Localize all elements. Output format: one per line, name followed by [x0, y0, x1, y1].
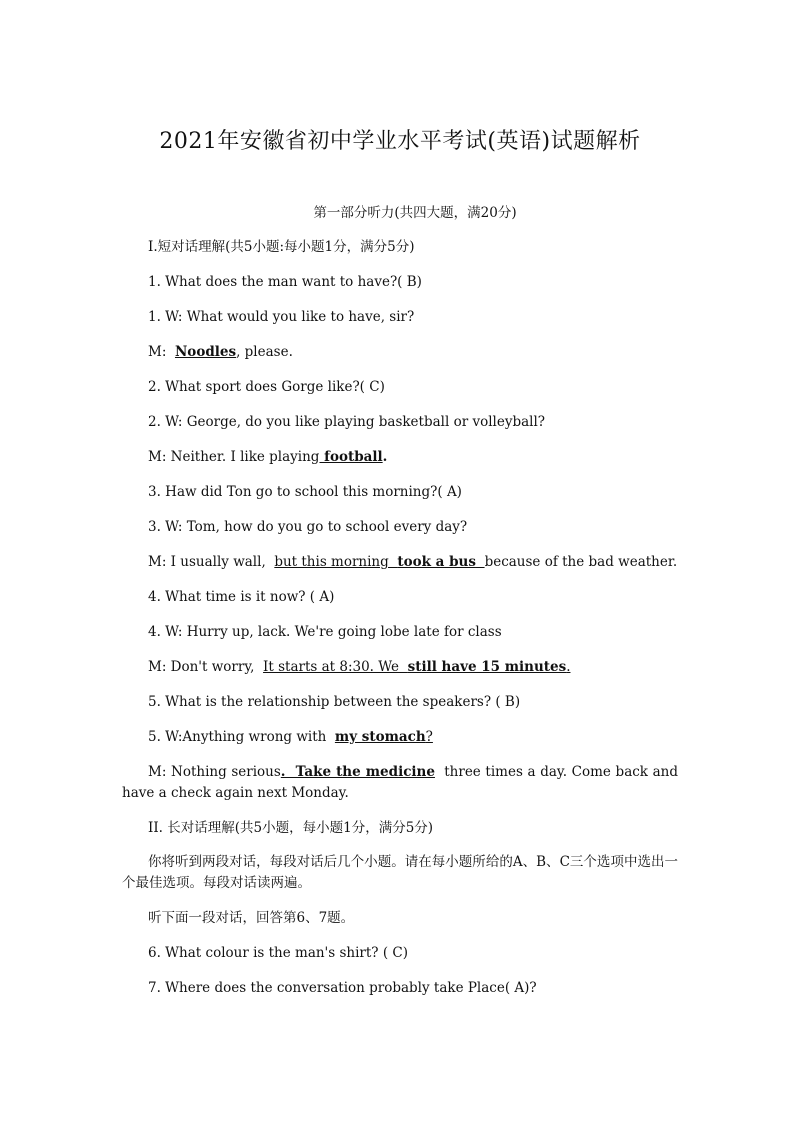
q7-question: 7. Where does the conversation probably take Place( A)?: [148, 980, 537, 996]
q3-m-line: [148, 552, 677, 572]
q5-w-line: [148, 727, 433, 747]
q1-question: 1. What does the man want to have?( B): [148, 274, 422, 290]
section2-heading: II. 长对话理解(共5小题，每小题1分，满分5分): [148, 820, 434, 836]
q2-w-line: 2. W: George, do you like playing basketball or volleyball?: [148, 414, 546, 430]
q5-m-prefix: M: Nothing serious: [148, 764, 281, 780]
q3-question: 3. Haw did Ton go to school this morning?( A): [148, 484, 462, 500]
q3-m-answer: took a bus: [397, 554, 476, 570]
q1-w-line: 1. W: What would you like to have, sir?: [148, 309, 415, 325]
q5-w-prefix: 5. W:Anything wrong with: [148, 729, 335, 745]
q5-m-paragraph: [122, 762, 683, 804]
q4-m-line: [148, 657, 570, 677]
q1-m-answer: Noodles: [174, 344, 237, 360]
q2-m-suffix: .: [382, 449, 388, 465]
q4-m-underlined: It starts at 8:30. We: [263, 659, 408, 675]
page-title: 2021年安徽省初中学业水平考试(英语)试题解析: [159, 129, 641, 154]
q4-m-answer: still have 15 minutes: [407, 659, 567, 675]
q2-m-line: [148, 447, 387, 467]
q2-m-prefix: M: Neither. I like playing: [148, 449, 320, 465]
q3-m-suffix: because of the bad weather.: [484, 554, 678, 570]
q3-m-prefix: M: I usually wall,: [148, 554, 275, 570]
q5-w-answer: my stomach: [334, 729, 426, 745]
q5-question: 5. What is the relationship between the speakers? ( B): [148, 694, 521, 710]
q5-m-answer: . Take the medicine: [280, 764, 435, 780]
section1-heading: I.短对话理解(共5小题:每小题1分，满分5分): [148, 239, 415, 255]
q4-m-prefix: M: Don't worry,: [148, 659, 264, 675]
q6-question: 6. What colour is the man's shirt? ( C): [148, 945, 408, 961]
q2-question: 2. What sport does Gorge like?( C): [148, 379, 385, 395]
part1-heading: 第一部分听力(共四大题，满20分): [313, 205, 517, 221]
q5-m-suffix: three times a day. Come back and have a check again next Monday.: [122, 764, 683, 801]
section2-instructions: 你将听到两段对话，每段对话后几个小题。请在每小题所给的A、B、C三个选项中选出一个最佳选项。每段对话读两遍。: [122, 854, 678, 891]
q4-question: 4. What time is it now? ( A): [148, 589, 335, 605]
q3-m-underlined: but this morning: [274, 554, 398, 570]
q4-m-suffix: .: [566, 659, 571, 675]
q1-m-prefix: M:: [148, 344, 175, 360]
q2-m-answer: football: [319, 449, 383, 465]
q3-w-line: 3. W: Tom, how do you go to school every day?: [148, 519, 468, 535]
section2-listen-note: 听下面一段对话，回答第6、7题。: [148, 910, 355, 926]
q1-m-line: [148, 342, 293, 362]
q3-m-underlined2: [476, 554, 485, 570]
q4-w-line: 4. W: Hurry up, lack. We're going lobe late for class: [148, 624, 502, 640]
q5-w-suffix: ?: [425, 729, 433, 745]
q1-m-suffix: , please.: [236, 344, 293, 360]
